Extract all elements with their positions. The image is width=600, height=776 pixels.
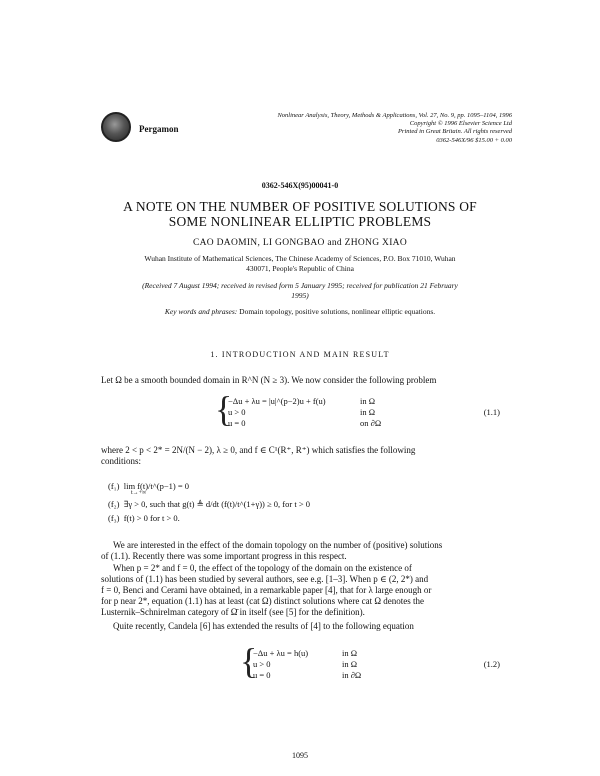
- condition-f3: [108, 513, 180, 524]
- equation-row: [253, 648, 308, 659]
- received-line: 1995): [291, 290, 309, 300]
- equation-row: [253, 659, 308, 670]
- condition-text: f(t) > 0 for t > 0.: [123, 513, 180, 523]
- keywords: [0, 307, 600, 316]
- paragraph-line: Lusternik–Schnirelman category of Ω̄ in itself (see [5] for the definition).: [101, 607, 365, 617]
- equation-row: [253, 670, 308, 681]
- section-heading: 1. INTRODUCTION AND MAIN RESULT: [210, 350, 390, 359]
- equation-lhs: −Δu + λu = |u|^(p−2)u + f(u): [228, 396, 326, 406]
- paragraph-line: solutions of (1.1) has been studied by several authors, see e.g. [1–3]. When p ∈ (2, 2*) and: [101, 574, 429, 584]
- equation-1-2: [253, 648, 308, 681]
- equation-1-1-domains: [360, 396, 381, 429]
- journal-line: Nonlinear Analysis, Theory, Methods & Applications, Vol. 27, No. 9, pp. 1095–1104, 1996: [277, 112, 512, 119]
- equation-number: (1.2): [483, 659, 500, 669]
- equation-1-1: [228, 396, 326, 429]
- equation-lhs: u > 0: [228, 407, 246, 417]
- affiliation: [140, 254, 460, 273]
- paragraph-conditions-intro: [101, 445, 501, 467]
- authors: CAO DAOMIN, LI GONGBAO and ZHONG XIAO: [192, 238, 407, 248]
- received-dates: [130, 281, 470, 300]
- paragraph-line: f = 0, Benci and Cerami have obtained, in a remarkable paper [4], that for λ large enough or: [101, 585, 432, 595]
- equation-lhs: −Δu + λu = h(u): [253, 648, 309, 658]
- received-line: (Received 7 August 1994; received in revised form 5 January 1995; received for publication 21 February: [142, 281, 458, 290]
- condition-label: (f₂): [108, 499, 120, 509]
- paragraph-interest: [101, 540, 501, 562]
- condition-text: ∃γ > 0, such that g(t) ≜ d/dt (f(t)/t^(1+γ)) ≥ 0, for t > 0: [123, 499, 310, 509]
- journal-line: Copyright © 1996 Elsevier Science Ltd: [409, 120, 512, 128]
- equation-row: [228, 418, 326, 429]
- title-line: A NOTE ON THE NUMBER OF POSITIVE SOLUTIONS OF: [123, 199, 477, 214]
- equation-rhs: in Ω: [360, 396, 376, 406]
- affiliation-line: 430071, People's Republic of China: [246, 263, 354, 273]
- journal-line: 0362-546X/96 $15.00 + 0.00: [436, 136, 512, 144]
- paragraph-line: of (1.1). Recently there was some important progress in this respect.: [101, 551, 347, 561]
- condition-f2: [108, 499, 310, 510]
- equation-lhs: u = 0: [228, 418, 246, 428]
- equation-row: [228, 407, 326, 418]
- journal-citation: [277, 112, 512, 145]
- equation-rhs: in Ω: [342, 648, 358, 658]
- equation-rhs: in Ω: [360, 407, 376, 417]
- publisher-name: Pergamon: [139, 124, 179, 134]
- journal-line: Printed in Great Britain. All rights reserved: [397, 128, 512, 136]
- page-number: 1095: [292, 751, 308, 760]
- equation-1-2-domains: [342, 648, 361, 681]
- left-brace-icon: {: [240, 641, 258, 681]
- equation-number: (1.1): [483, 407, 500, 417]
- paper-title: [0, 199, 600, 229]
- equation-rhs: on ∂Ω: [360, 418, 382, 428]
- pii-code: 0362-546X(95)00041-0: [261, 181, 339, 190]
- keywords-label: Key words and phrases:: [164, 307, 238, 316]
- paragraph-candela: Quite recently, Candela [6] has extended the results of [4] to the following equation: [113, 621, 414, 631]
- equation-lhs: u > 0: [253, 659, 271, 669]
- paragraph-intro: Let Ω be a smooth bounded domain in R^N (N ≥ 3). We now consider the following problem: [101, 375, 437, 385]
- paragraph-line: We are interested in the effect of the domain topology on the number of (positive) solutions: [113, 540, 443, 550]
- title-line: SOME NONLINEAR ELLIPTIC PROBLEMS: [168, 214, 432, 229]
- equation-rhs: in ∂Ω: [342, 670, 362, 680]
- keywords-text: Domain topology, positive solutions, nonlinear elliptic equations.: [239, 307, 436, 316]
- condition-label: (f₁): [108, 481, 120, 491]
- condition-text: lim f(t)/t^(p−1) = 0: [123, 481, 189, 491]
- elsevier-tree-logo-icon: [101, 112, 131, 142]
- limit-subscript: t→+∞: [131, 490, 147, 496]
- paragraph-line: where 2 < p < 2* = 2N/(N − 2), λ ≥ 0, and f ∈ C¹(R⁺, R⁺) which satisfies the following: [101, 445, 416, 455]
- paragraph-line: for p near 2*, equation (1.1) has at least (cat Ω) distinct solutions where cat Ω denotes the: [101, 596, 425, 606]
- equation-lhs: u = 0: [253, 670, 271, 680]
- paragraph-line: conditions:: [101, 456, 141, 466]
- equation-row: [228, 396, 326, 407]
- equation-rhs: in Ω: [342, 659, 358, 669]
- condition-label: (f₃): [108, 513, 120, 523]
- affiliation-line: Wuhan Institute of Mathematical Sciences, The Chinese Academy of Sciences, P.O. Box 71010, Wuhan: [144, 254, 456, 263]
- paragraph-line: When p = 2* and f = 0, the effect of the topology of the domain on the existence of: [113, 563, 412, 573]
- paragraph-history: [101, 563, 501, 618]
- left-brace-icon: {: [215, 389, 233, 429]
- condition-f1: [108, 481, 189, 492]
